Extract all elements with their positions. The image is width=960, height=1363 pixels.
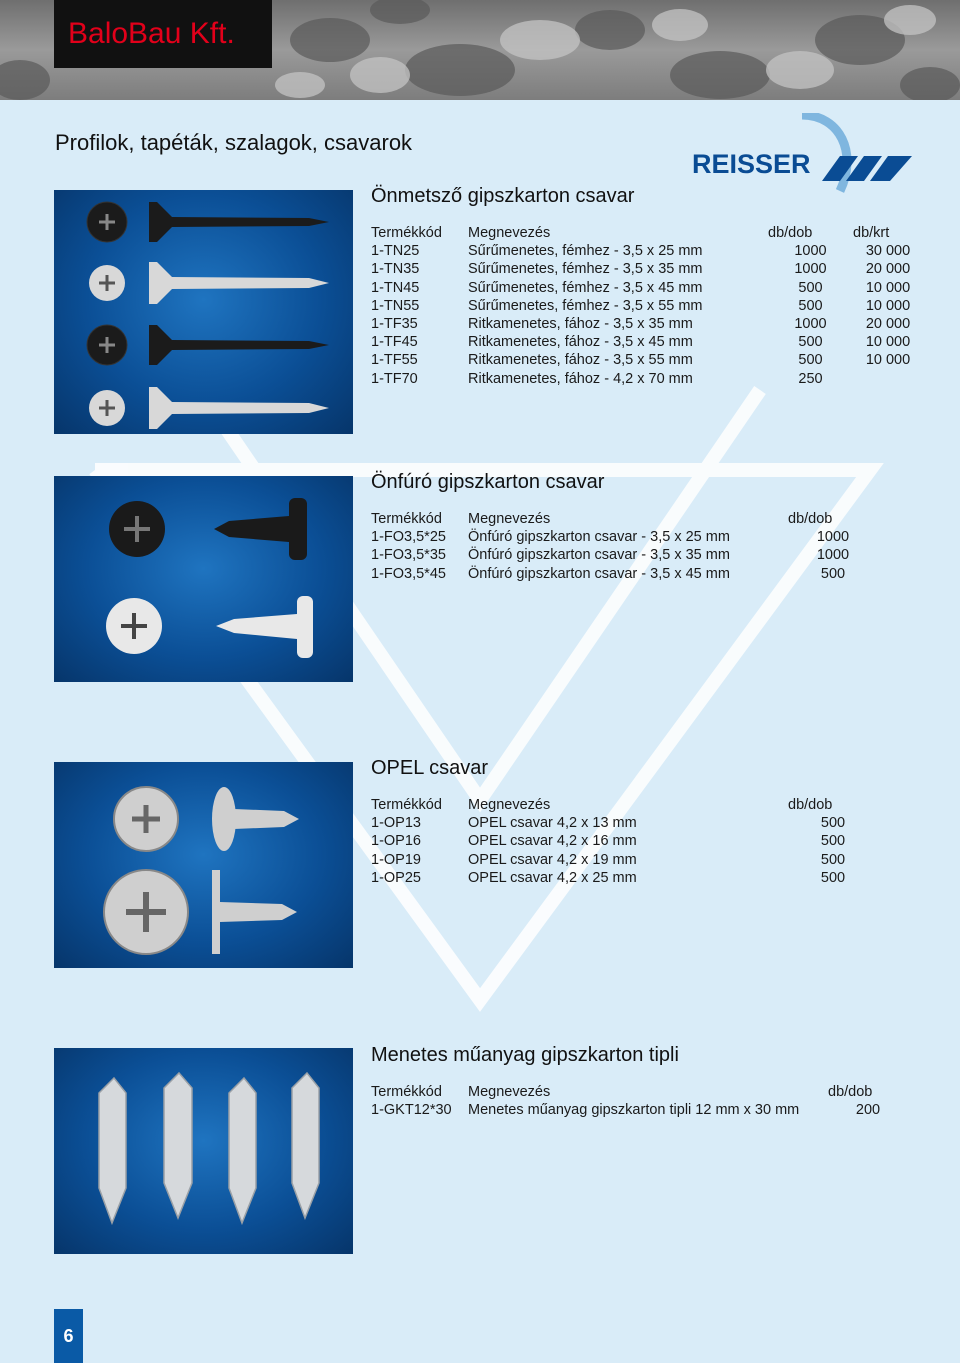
header-db-krt: db/krt	[853, 225, 890, 241]
qty-dob: 500	[798, 352, 823, 369]
page-title: Profilok, tapéták, szalagok, csavarok	[55, 130, 413, 155]
header-code: Termékkód	[371, 1084, 442, 1100]
table-row	[371, 242, 923, 260]
header-name: Megnevezés	[468, 511, 551, 527]
opel-screw-photo	[54, 762, 353, 968]
table-row	[371, 333, 923, 351]
product-code: 1-TF45	[371, 334, 418, 351]
qty-krt: 30 000	[865, 243, 911, 260]
qty-krt: 20 000	[865, 316, 911, 333]
qty-dob: 500	[798, 297, 823, 314]
qty-dob: 500	[798, 334, 823, 351]
reisser-logo	[690, 113, 915, 208]
header-banner	[0, 0, 960, 100]
qty-dob: 500	[820, 869, 846, 886]
product-code: 1-OP13	[371, 815, 421, 832]
product-code: 1-OP25	[371, 869, 421, 886]
table-header-row	[371, 796, 878, 814]
qty-dob: 500	[798, 279, 823, 296]
qty-krt: 10 000	[865, 297, 911, 314]
reisser-logo-text: REISSER	[692, 149, 811, 179]
product-name: Sűrűmenetes, fémhez - 3,5 x 25 mm	[468, 243, 703, 260]
brand-name: BaloBau Kft.	[54, 0, 272, 68]
table-row	[371, 565, 878, 583]
product-name: Sűrűmenetes, fémhez - 3,5 x 45 mm	[468, 279, 703, 296]
header-name: Megnevezés	[468, 797, 551, 813]
product-name: Ritkamenetes, fához - 3,5 x 35 mm	[468, 316, 693, 333]
header-db-dob: db/dob	[788, 511, 833, 527]
drywall-screw-photo	[54, 190, 353, 434]
product-name: Ritkamenetes, fához - 3,5 x 55 mm	[468, 352, 693, 369]
product-table-self-tapping	[371, 224, 923, 388]
product-code: 1-TN35	[371, 261, 420, 278]
qty-dob: 1000	[794, 316, 827, 333]
qty-dob: 1000	[816, 529, 850, 546]
header-name: Megnevezés	[468, 225, 551, 241]
plastic-anchor-image	[54, 1048, 353, 1254]
qty-dob: 500	[820, 815, 846, 832]
product-table-plastic-anchor	[371, 1083, 908, 1119]
qty-dob: 500	[820, 851, 846, 868]
section-title: OPEL csavar	[371, 757, 489, 779]
section-title: Menetes műanyag gipszkarton tipli	[371, 1044, 679, 1066]
product-code: 1-FO3,5*45	[371, 565, 446, 582]
self-drilling-screw-photo	[54, 476, 353, 682]
table-row	[371, 297, 923, 315]
product-code: 1-GKT12*30	[371, 1102, 452, 1119]
header-db-dob: db/dob	[768, 225, 813, 241]
product-code: 1-TF35	[371, 316, 418, 333]
product-table-self-drilling	[371, 510, 878, 583]
product-code: 1-TF70	[371, 370, 418, 387]
product-name: OPEL csavar 4,2 x 25 mm	[468, 869, 637, 886]
product-name: OPEL csavar 4,2 x 19 mm	[468, 851, 637, 868]
qty-dob: 1000	[794, 261, 827, 278]
table-row	[371, 279, 923, 297]
product-name: Önfúró gipszkarton csavar - 3,5 x 35 mm	[468, 547, 730, 564]
table-row	[371, 370, 923, 388]
qty-dob: 500	[820, 833, 846, 850]
product-name: OPEL csavar 4,2 x 13 mm	[468, 815, 637, 832]
screws-image	[54, 762, 353, 968]
product-name: Önfúró gipszkarton csavar - 3,5 x 25 mm	[468, 529, 730, 546]
table-header-row	[371, 1083, 908, 1101]
table-row	[371, 814, 878, 832]
qty-krt: 10 000	[865, 334, 911, 351]
plastic-anchor-photo	[54, 1048, 353, 1254]
section-title: Önfúró gipszkarton csavar	[371, 471, 605, 493]
header-code: Termékkód	[371, 225, 442, 241]
table-row	[371, 832, 878, 850]
table-row	[371, 546, 878, 564]
screws-image	[54, 476, 353, 682]
table-header-row	[371, 510, 878, 528]
table-row	[371, 851, 878, 869]
header-code: Termékkód	[371, 797, 442, 813]
product-code: 1-TF55	[371, 352, 418, 369]
qty-krt: 10 000	[865, 352, 911, 369]
qty-dob: 1000	[794, 243, 827, 260]
qty-krt: 20 000	[865, 261, 911, 278]
header-code: Termékkód	[371, 511, 442, 527]
screws-image	[54, 190, 353, 434]
table-row	[371, 351, 923, 369]
product-name: Sűrűmenetes, fémhez - 3,5 x 55 mm	[468, 297, 703, 314]
header-db-dob: db/dob	[788, 797, 833, 813]
product-code: 1-TN25	[371, 243, 420, 260]
table-row	[371, 1101, 908, 1119]
table-row	[371, 869, 878, 887]
table-row	[371, 528, 878, 546]
product-code: 1-FO3,5*25	[371, 529, 446, 546]
product-code: 1-FO3,5*35	[371, 547, 446, 564]
product-name: Önfúró gipszkarton csavar - 3,5 x 45 mm	[468, 565, 730, 582]
product-code: 1-OP19	[371, 851, 421, 868]
header-db-dob: db/dob	[828, 1084, 873, 1100]
product-name: OPEL csavar 4,2 x 16 mm	[468, 833, 637, 850]
table-row	[371, 260, 923, 278]
qty-krt: 10 000	[865, 279, 911, 296]
qty-dob: 500	[820, 565, 846, 582]
product-code: 1-TN55	[371, 297, 420, 314]
product-name: Ritkamenetes, fához - 3,5 x 45 mm	[468, 334, 693, 351]
product-name: Sűrűmenetes, fémhez - 3,5 x 35 mm	[468, 261, 703, 278]
product-name: Ritkamenetes, fához - 4,2 x 70 mm	[468, 370, 693, 387]
table-header-row	[371, 224, 923, 242]
product-table-opel	[371, 796, 878, 887]
product-code: 1-TN45	[371, 279, 420, 296]
qty-dob: 1000	[816, 547, 850, 564]
qty-dob: 200	[855, 1102, 881, 1119]
product-name: Menetes műanyag gipszkarton tipli 12 mm x 30 mm	[468, 1102, 800, 1119]
table-row	[371, 315, 923, 333]
header-name: Megnevezés	[468, 1084, 551, 1100]
qty-dob: 250	[798, 370, 823, 387]
product-code: 1-OP16	[371, 833, 421, 850]
page-number: 6	[54, 1309, 83, 1363]
section-title: Önmetsző gipszkarton csavar	[371, 185, 635, 207]
qty-krt	[853, 370, 923, 388]
